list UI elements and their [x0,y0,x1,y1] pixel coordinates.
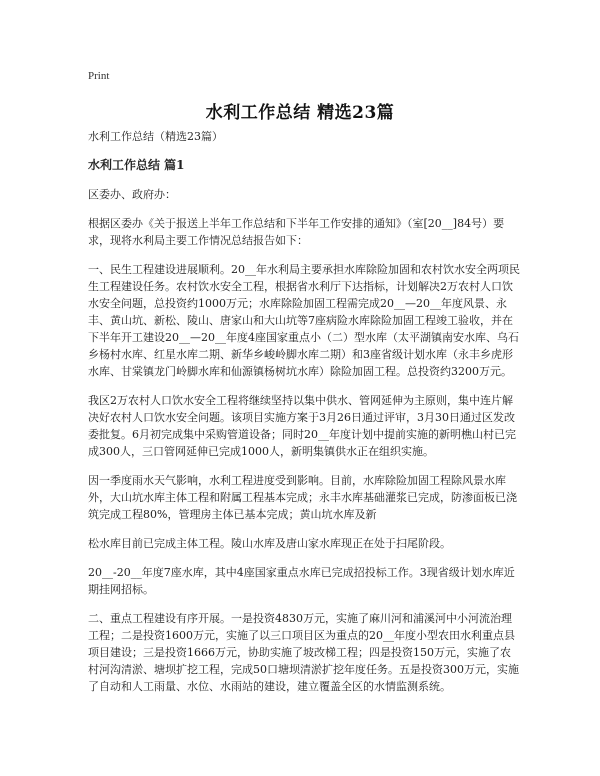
intro-paragraph: 根据区委办《关于报送上半年工作总结和下半年工作安排的通知》（室[20__]84号）要求，现将水利局主要工作情况总结报告如下： [88,217,505,247]
body-paragraph: 二、重点工程建设有序开展。一是投资4830万元，实施了麻川河和浦溪河中小河流治理工程；二是投资1600万元，实施了以三口项目区为重点的20__年度小型农田水利重点县项目建设；三是投资1666万元，协助实施了坡改梯工程；四是投资150万元，实施了农村河沟清淤、塘坝扩挖工程，完成50口塘坝清淤扩挖年度任务。五是投资300万元，实施了自动和人工雨量、水位、水雨站的建设，建立覆盖全区的水情监测系统。 [88,612,519,693]
body-paragraph: 我区2万农村人口饮水安全工程将继续坚持以集中供水、管网延伸为主原则，集中连片解决好农村人口饮水安全问题。该项目实施方案于3月26日通过评审，3月30日通过区发改委批复。6月初完成集中采购管道设备；同时20__年度计划中提前实施的新明樵山村已完成300人，三口管网延伸已完成1000人，新明集镇供水正在组织实施。 [88,394,516,458]
body-paragraph: 一、民生工程建设进展顺利。20__年水利局主要承担水库除险加固和农村饮水安全两项民生工程建设任务。农村饮水安全工程，根据省水利厅下达指标，计划解决2万农村人口饮水安全问题，总投资约1000万元；水库除险加固工程需完成20__—20__年度风景、永丰、黄山坑、新松、陵山、唐家山和大山坑等7座病险水库除险加固工程竣工验收，并在下半年开工建设20__—20__年度4座国家重点小（二）型水库（太平湖镇南安水库、乌石乡杨村水库、红星水库二期、新华乡峻岭脚水库二期）和3座省级计划水库（永丰乡虎形水库、甘棠镇龙门岭脚水库和仙源镇杨树坑水库）除险加固工程。总投资约3200万元。 [88,263,520,378]
document-title: 水利工作总结 精选23篇 [205,103,395,123]
document-subtitle: 水利工作总结（精选23篇） [88,130,223,143]
print-label: Print [88,70,110,82]
section-heading: 水利工作总结 篇1 [88,158,185,172]
salutation-paragraph: 区委办、政府办： [88,188,176,201]
document-body [88,128,520,707]
body-paragraph: 20__-20__年度7座水库，其中4座国家重点水库已完成招投标工作。3现省级计划水库近期挂网招标。 [88,566,515,596]
body-paragraph: 因一季度雨水天气影响，水利工程进度受到影响。目前，水库除险加固工程除风景水库外，大山坑水库主体工程和附属工程基本完成；永丰水库基础灌浆已完成，防渗面板已浇筑完成工程80%，管理房主体已基本完成；黄山坑水库及新 [88,474,517,521]
body-paragraph: 松水库目前已完成主体工程。陵山水库及唐山家水库现正在处于扫尾阶段。 [88,537,451,550]
